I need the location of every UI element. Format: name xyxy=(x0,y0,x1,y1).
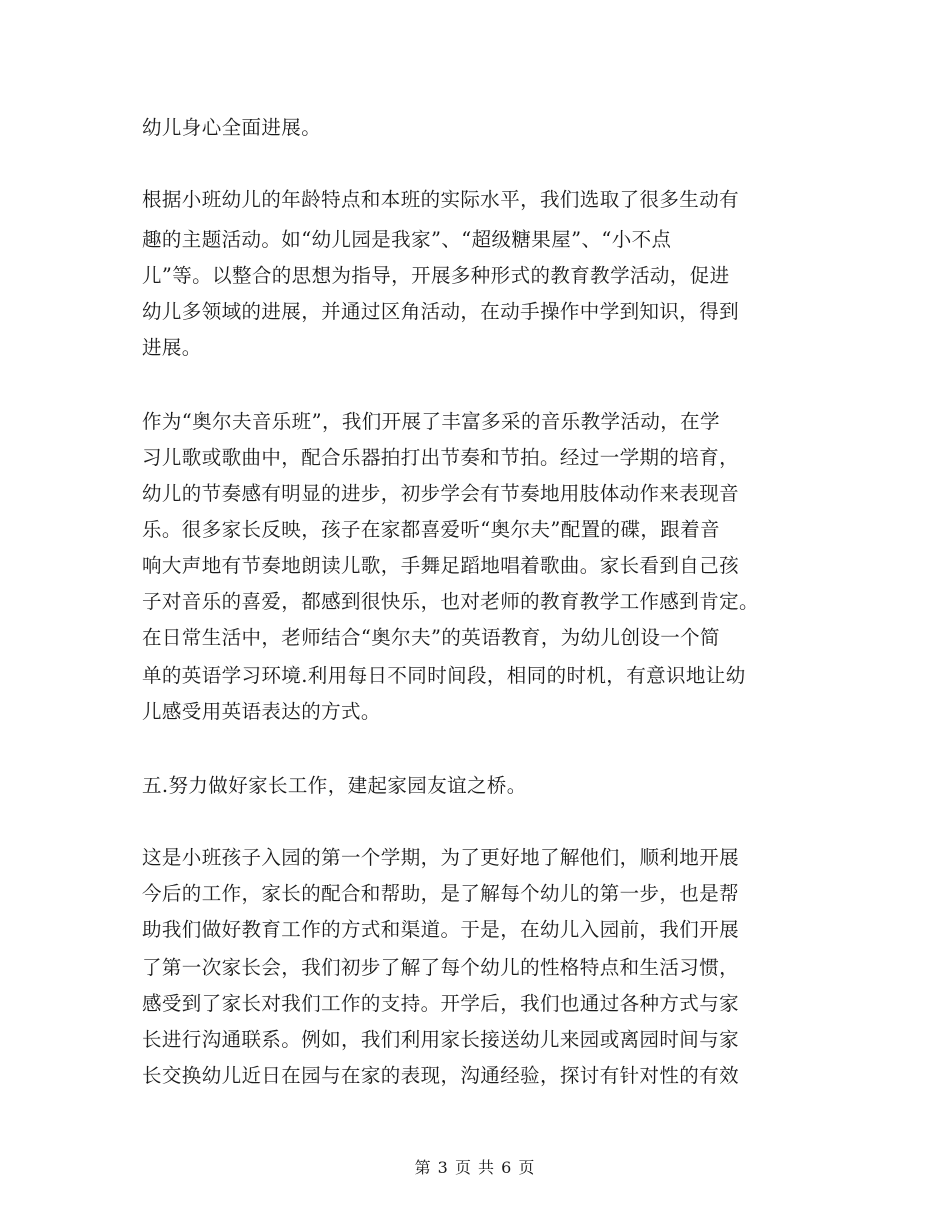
paragraph-line: 儿”等。以整合的思想为指导，开展多种形式的教育教学活动，促进 xyxy=(142,264,730,287)
section-heading: 五.努力做好家长工作，建起家园友谊之桥。 xyxy=(142,774,527,797)
paragraph-line: 长进行沟通联系。例如，我们利用家长接送幼儿来园或离园时间与家 xyxy=(142,1028,740,1051)
paragraph-line: 在日常生活中，老师结合“奥尔夫”的英语教育，为幼儿创设一个简 xyxy=(142,626,720,649)
paragraph-line: 儿感受用英语表达的方式。 xyxy=(142,700,381,723)
paragraph-line: 子对音乐的喜爱，都感到很快乐，也对老师的教育教学工作感到肯定。 xyxy=(142,590,759,613)
paragraph-line: 幼儿身心全面进展。 xyxy=(142,116,322,139)
paragraph-line: 进展。 xyxy=(142,336,202,359)
paragraph-line: 了第一次家长会，我们初步了解了每个幼儿的性格特点和生活习惯， xyxy=(142,956,740,979)
paragraph-line: 响大声地有节奏地朗读儿歌，手舞足蹈地唱着歌曲。家长看到自己孩 xyxy=(142,554,740,577)
paragraph-line: 幼儿多领域的进展，并通过区角活动，在动手操作中学到知识，得到 xyxy=(142,300,740,323)
paragraph-line: 这是小班孩子入园的第一个学期，为了更好地了解他们，顺利地开展 xyxy=(142,846,740,869)
paragraph-line: 习儿歌或歌曲中，配合乐器拍打出节奏和节拍。经过一学期的培育， xyxy=(142,446,740,469)
paragraph-line: 今后的工作，家长的配合和帮助，是了解每个幼儿的第一步，也是帮 xyxy=(142,882,740,905)
paragraph-line: 作为“奥尔夫音乐班”，我们开展了丰富多采的音乐教学活动，在学 xyxy=(142,410,720,433)
paragraph-line: 感受到了家长对我们工作的支持。开学后，我们也通过各种方式与家 xyxy=(142,992,740,1015)
paragraph-line: 乐。很多家长反映，孩子在家都喜爱听“奥尔夫”配置的碟，跟着音 xyxy=(142,518,720,541)
paragraph-line: 根据小班幼儿的年龄特点和本班的实际水平，我们选取了很多生动有 xyxy=(142,188,740,211)
page-number-footer: 第 3 页 共 6 页 xyxy=(414,1158,536,1177)
paragraph-line: 幼儿的节奏感有明显的进步，初步学会有节奏地用肢体动作来表现音 xyxy=(142,482,740,505)
paragraph-line: 助我们做好教育工作的方式和渠道。于是，在幼儿入园前，我们开展 xyxy=(142,918,740,941)
paragraph-line: 趣的主题活动。如“幼儿园是我家”、“超级糖果屋”、“小不点 xyxy=(142,228,672,251)
paragraph-line: 长交换幼儿近日在园与在家的表现，沟通经验，探讨有针对性的有效 xyxy=(142,1064,740,1087)
paragraph-line: 单的英语学习环境.利用每日不同时间段，相同的时机，有意识地让幼 xyxy=(142,664,746,687)
